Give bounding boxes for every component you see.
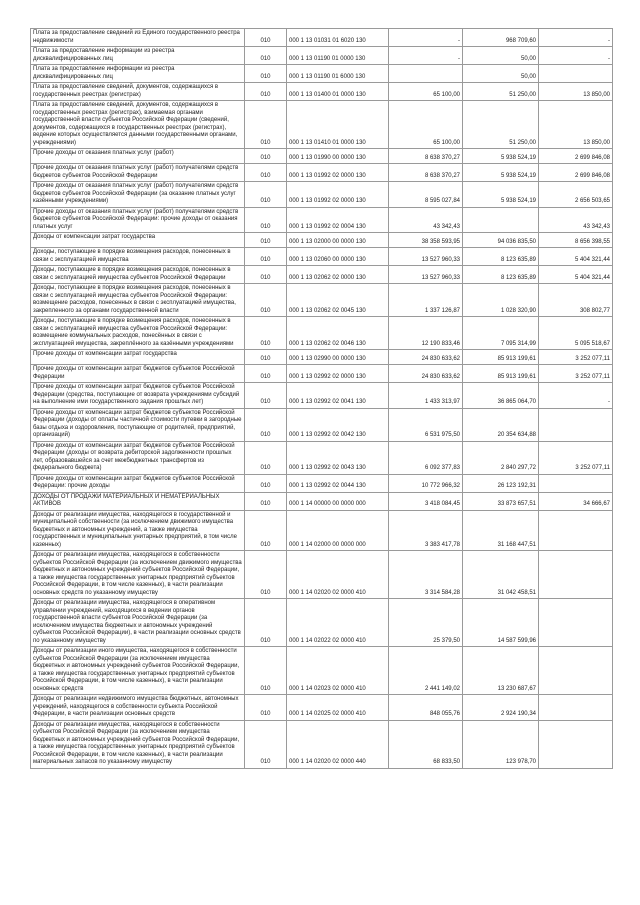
row-amount-3 (539, 695, 613, 721)
row-kbk-code: 000 1 13 02062 02 0045 130 (287, 284, 389, 317)
row-chapter-code: 010 (245, 266, 287, 284)
row-amount-1: 2 441 149,02 (389, 647, 463, 695)
row-name: Доходы от компенсации затрат государства (31, 233, 245, 248)
row-amount-2: 31 168 447,51 (463, 510, 539, 551)
row-chapter-code: 010 (245, 65, 287, 83)
row-chapter-code: 010 (245, 207, 287, 233)
row-amount-3: 3 252 077,11 (539, 350, 613, 365)
row-kbk-code: 000 1 13 01190 01 6000 130 (287, 65, 389, 83)
row-name: Доходы, поступающие в порядке возмещения расходов, понесенных в связи с эксплуатацией имущества субъектов Российской Федерации: возмещение коммунальных расходов, понесённых в связи с эксплуатацией имущества, закреплённого за казёнными учреждениями (31, 317, 245, 350)
row-amount-1: 65 100,00 (389, 83, 463, 101)
row-amount-1: 38 358 593,95 (389, 233, 463, 248)
row-amount-3 (539, 551, 613, 599)
row-amount-3: 5 095 518,67 (539, 317, 613, 350)
row-name: Прочие доходы от компенсации затрат бюджетов субъектов Российской Федерации (доходы от оплаты частичной стоимости путевки в загородные базы отдыха и оздоровления, поступающие от родителей, предприятий, организаций) (31, 408, 245, 441)
row-amount-3: - (539, 383, 613, 409)
row-amount-1: 8 638 370,27 (389, 164, 463, 182)
row-amount-3: 43 342,43 (539, 207, 613, 233)
row-amount-2: 7 095 314,99 (463, 317, 539, 350)
row-amount-1: 24 830 633,62 (389, 350, 463, 365)
row-kbk-code: 000 1 13 02992 02 0043 130 (287, 441, 389, 474)
table-row (31, 149, 613, 164)
row-amount-1: 12 190 833,46 (389, 317, 463, 350)
row-amount-1: 3 383 417,78 (389, 510, 463, 551)
row-amount-2: 5 938 524,19 (463, 149, 539, 164)
row-name: Доходы от реализации имущества, находящегося в оперативном управлении учреждений, находящихся в ведении органов государственной власти субъектов Российской Федерации (за исключением имущества бюджетных и автономных учреждений субъектов Российской Федерации), в части реализации основных средств по указанному имуществу (31, 599, 245, 647)
row-amount-1: 3 418 084,45 (389, 492, 463, 510)
row-chapter-code: 010 (245, 441, 287, 474)
row-name: Доходы от реализации иного имущества, находящегося в собственности субъектов Российской Федерации (за исключением имущества бюджетных и автономных учреждений субъектов Российской Федерации, а также имущества государственных унитарных предприятий субъектов Российской Федерации, в том числе казенных), в части реализации основных средств (31, 647, 245, 695)
row-amount-3 (539, 720, 613, 768)
row-name: Прочие доходы от оказания платных услуг (работ) получателями средств бюджетов субъектов Российской Федерации (за оказание платных услуг казёнными учреждениями) (31, 182, 245, 208)
row-chapter-code: 010 (245, 149, 287, 164)
row-kbk-code: 000 1 13 02992 02 0000 130 (287, 365, 389, 383)
row-amount-2: 51 250,00 (463, 101, 539, 149)
row-name: Прочие доходы от компенсации затрат бюджетов субъектов Российской Федерации (31, 365, 245, 383)
table-row (31, 492, 613, 510)
row-amount-1: 3 314 584,28 (389, 551, 463, 599)
row-amount-3: 2 699 846,08 (539, 149, 613, 164)
table-row (31, 317, 613, 350)
row-amount-1: 848 055,76 (389, 695, 463, 721)
row-amount-3: 34 666,67 (539, 492, 613, 510)
row-kbk-code: 000 1 13 01990 00 0000 130 (287, 149, 389, 164)
row-name: Плата за предоставление сведений, документов, содержащихся в государственных реестрах (регистрах) (31, 83, 245, 101)
row-amount-1: 25 379,50 (389, 599, 463, 647)
table-row (31, 29, 613, 47)
row-kbk-code: 000 1 13 01400 01 0000 130 (287, 83, 389, 101)
row-amount-3: 13 850,00 (539, 83, 613, 101)
table-row (31, 182, 613, 208)
row-amount-1: 8 638 370,27 (389, 149, 463, 164)
row-amount-2: 33 873 657,51 (463, 492, 539, 510)
row-chapter-code: 010 (245, 233, 287, 248)
row-chapter-code: 010 (245, 317, 287, 350)
row-kbk-code: 000 1 14 02020 02 0000 410 (287, 551, 389, 599)
row-amount-3: 5 404 321,44 (539, 266, 613, 284)
row-amount-2: 968 709,60 (463, 29, 539, 47)
table-row (31, 284, 613, 317)
row-chapter-code: 010 (245, 182, 287, 208)
row-amount-1: 65 100,00 (389, 101, 463, 149)
table-row (31, 365, 613, 383)
row-name: Плата за предоставление сведений, документов, содержащихся в государственных реестрах (регистрах), взимаемая органами государственной власти субъектов Российской Федерации (сведений, документов, содержащихся в государственных реестрах (регистрах), ведение которых осуществляется данными государственными органами, учреждениями) (31, 101, 245, 149)
row-kbk-code: 000 1 13 01992 02 0004 130 (287, 207, 389, 233)
row-amount-1: 43 342,43 (389, 207, 463, 233)
row-amount-2: 2 924 190,34 (463, 695, 539, 721)
row-amount-3: 3 252 077,11 (539, 365, 613, 383)
row-amount-2: 85 913 199,61 (463, 350, 539, 365)
row-chapter-code: 010 (245, 408, 287, 441)
row-amount-1: 24 830 633,62 (389, 365, 463, 383)
row-amount-1: - (389, 29, 463, 47)
row-amount-1: 6 531 975,50 (389, 408, 463, 441)
row-name: Доходы от реализации имущества, находящегося в государственной и муниципальной собственности (за исключением движимого имущества бюджетных и автономных учреждений, а также имущества государственных и муниципальных унитарных предприятий, в том числе казенных) (31, 510, 245, 551)
row-chapter-code: 010 (245, 599, 287, 647)
table-row (31, 647, 613, 695)
table-row (31, 720, 613, 768)
row-chapter-code: 010 (245, 365, 287, 383)
row-amount-1 (389, 65, 463, 83)
row-kbk-code: 000 1 13 01992 02 0000 130 (287, 182, 389, 208)
table-row (31, 248, 613, 266)
row-amount-1: 68 833,50 (389, 720, 463, 768)
row-amount-3 (539, 408, 613, 441)
row-amount-3 (539, 65, 613, 83)
row-kbk-code: 000 1 13 02000 00 0000 130 (287, 233, 389, 248)
row-amount-1: 13 527 960,33 (389, 266, 463, 284)
table-row (31, 164, 613, 182)
row-amount-2: 50,00 (463, 65, 539, 83)
row-amount-3: 308 802,77 (539, 284, 613, 317)
row-kbk-code: 000 1 14 02022 02 0000 410 (287, 599, 389, 647)
row-amount-3 (539, 510, 613, 551)
row-chapter-code: 010 (245, 350, 287, 365)
budget-revenue-table (30, 28, 613, 769)
row-kbk-code: 000 1 14 02020 02 0000 440 (287, 720, 389, 768)
row-name: Доходы, поступающие в порядке возмещения расходов, понесенных в связи с эксплуатацией имущества субъектов Российской Федерации (31, 266, 245, 284)
row-kbk-code: 000 1 14 02025 02 0000 410 (287, 695, 389, 721)
row-kbk-code: 000 1 13 01190 01 0000 130 (287, 47, 389, 65)
row-chapter-code: 010 (245, 164, 287, 182)
row-amount-2: 94 036 835,50 (463, 233, 539, 248)
table-row (31, 510, 613, 551)
row-amount-2: 85 913 199,61 (463, 365, 539, 383)
row-amount-2: 31 042 458,51 (463, 551, 539, 599)
table-row (31, 101, 613, 149)
row-chapter-code: 010 (245, 551, 287, 599)
row-name: Плата за предоставление информации из реестра дисквалифицированных лиц (31, 47, 245, 65)
row-name: Прочие доходы от оказания платных услуг (работ) получателями средств бюджетов субъектов Российской Федерации: прочие доходы от оказания платных услуг (31, 207, 245, 233)
row-name: Доходы, поступающие в порядке возмещения расходов, понесенных в связи с эксплуатацией имущества (31, 248, 245, 266)
table-row (31, 47, 613, 65)
row-amount-2: 123 978,70 (463, 720, 539, 768)
row-amount-3: 2 699 846,08 (539, 164, 613, 182)
row-kbk-code: 000 1 14 02023 02 0000 410 (287, 647, 389, 695)
row-amount-3: 8 656 398,55 (539, 233, 613, 248)
row-name: Прочие доходы от компенсации затрат государства (31, 350, 245, 365)
row-amount-3: - (539, 47, 613, 65)
table-row (31, 266, 613, 284)
row-amount-2: 1 028 320,90 (463, 284, 539, 317)
row-name: Прочие доходы от оказания платных услуг (работ) (31, 149, 245, 164)
row-kbk-code: 000 1 13 02062 02 0046 130 (287, 317, 389, 350)
table-row (31, 383, 613, 409)
row-chapter-code: 010 (245, 29, 287, 47)
row-chapter-code: 010 (245, 248, 287, 266)
row-amount-2: 8 123 635,89 (463, 266, 539, 284)
table-row (31, 233, 613, 248)
table-row (31, 695, 613, 721)
row-amount-1: 13 527 960,33 (389, 248, 463, 266)
row-amount-3 (539, 599, 613, 647)
table-row (31, 65, 613, 83)
row-kbk-code: 000 1 13 01031 01 6020 130 (287, 29, 389, 47)
row-amount-2: 5 938 524,19 (463, 182, 539, 208)
row-name: Прочие доходы от оказания платных услуг (работ) получателями средств бюджетов субъектов Российской Федерации (31, 164, 245, 182)
row-name: Прочие доходы от компенсации затрат бюджетов субъектов Российской Федерации (доходы от возврата дебиторской задолженности прошлых лет, образовавшейся за счет межбюджетных трансфертов из федерального бюджета) (31, 441, 245, 474)
report-table-body (31, 29, 613, 769)
row-name: Доходы от реализации имущества, находящегося в собственности субъектов Российской Федерации (за исключением имущества бюджетных и автономных учреждений субъектов Российской Федерации, а также имущества государственных унитарных предприятий субъектов Российской Федерации, в том числе казенных), в части реализации материальных запасов по указанному имуществу (31, 720, 245, 768)
row-amount-2: 26 123 192,31 (463, 474, 539, 492)
row-chapter-code: 010 (245, 101, 287, 149)
row-name: ДОХОДЫ ОТ ПРОДАЖИ МАТЕРИАЛЬНЫХ И НЕМАТЕРИАЛЬНЫХ АКТИВОВ (31, 492, 245, 510)
table-row (31, 408, 613, 441)
row-chapter-code: 010 (245, 720, 287, 768)
row-chapter-code: 010 (245, 47, 287, 65)
row-kbk-code: 000 1 13 02992 02 0044 130 (287, 474, 389, 492)
row-amount-2: 13 230 687,67 (463, 647, 539, 695)
table-row (31, 474, 613, 492)
row-name: Доходы от реализации недвижимого имущества бюджетных, автономных учреждений, находящегося в собственности субъекта Российской Федерации, в части реализации основных средств (31, 695, 245, 721)
table-row (31, 551, 613, 599)
row-name: Плата за предоставление сведений из Единого государственного реестра недвижимости (31, 29, 245, 47)
row-chapter-code: 010 (245, 492, 287, 510)
row-amount-1: 1 433 313,97 (389, 383, 463, 409)
table-row (31, 599, 613, 647)
row-name: Доходы, поступающие в порядке возмещения расходов, понесенных в связи с эксплуатацией имущества субъектов Российской Федерации: возмещение расходов, понесенных в связи с эксплуатацией имущества, закрепленного за органами государственной власти (31, 284, 245, 317)
row-name: Плата за предоставление информации из реестра дисквалифицированных лиц (31, 65, 245, 83)
row-amount-2: 50,00 (463, 47, 539, 65)
row-amount-1: - (389, 47, 463, 65)
row-name: Доходы от реализации имущества, находящегося в собственности субъектов Российской Федерации (за исключением движимого имущества бюджетных и автономных учреждений субъектов Российской Федерации, а также имущества государственных унитарных предприятий субъектов Российской Федерации, в том числе казенных), в части реализации основных средств по указанному имуществу (31, 551, 245, 599)
table-row (31, 350, 613, 365)
row-kbk-code: 000 1 13 02060 00 0000 130 (287, 248, 389, 266)
row-amount-1: 10 772 966,32 (389, 474, 463, 492)
row-amount-2: 20 354 634,88 (463, 408, 539, 441)
row-name: Прочие доходы от компенсации затрат бюджетов субъектов Российской Федерации (средства, поступающие от возврата учреждениями субсидий на выполнение ими государственного задания прошлых лет) (31, 383, 245, 409)
row-amount-3: 13 850,00 (539, 101, 613, 149)
table-row (31, 83, 613, 101)
row-amount-3: - (539, 29, 613, 47)
row-amount-1: 8 595 027,84 (389, 182, 463, 208)
row-name: Прочие доходы от компенсации затрат бюджетов субъектов Российской Федерации: прочие доходы (31, 474, 245, 492)
row-kbk-code: 000 1 13 02990 00 0000 130 (287, 350, 389, 365)
row-amount-2: 5 938 524,19 (463, 164, 539, 182)
row-chapter-code: 010 (245, 383, 287, 409)
row-kbk-code: 000 1 13 01410 01 0000 130 (287, 101, 389, 149)
row-amount-1: 1 337 126,87 (389, 284, 463, 317)
row-kbk-code: 000 1 14 00000 00 0000 000 (287, 492, 389, 510)
row-kbk-code: 000 1 13 01992 02 0000 130 (287, 164, 389, 182)
row-amount-1: 6 092 377,83 (389, 441, 463, 474)
row-amount-3 (539, 474, 613, 492)
row-chapter-code: 010 (245, 284, 287, 317)
row-amount-2: 14 587 599,96 (463, 599, 539, 647)
row-kbk-code: 000 1 13 02992 02 0041 130 (287, 383, 389, 409)
row-chapter-code: 010 (245, 647, 287, 695)
table-row (31, 207, 613, 233)
row-amount-2: 8 123 635,89 (463, 248, 539, 266)
row-kbk-code: 000 1 13 02062 02 0000 130 (287, 266, 389, 284)
row-amount-3 (539, 647, 613, 695)
row-amount-2: 36 865 064,70 (463, 383, 539, 409)
row-chapter-code: 010 (245, 474, 287, 492)
row-chapter-code: 010 (245, 695, 287, 721)
row-chapter-code: 010 (245, 83, 287, 101)
row-amount-3: 5 404 321,44 (539, 248, 613, 266)
row-amount-2: 51 250,00 (463, 83, 539, 101)
table-row (31, 441, 613, 474)
row-kbk-code: 000 1 13 02992 02 0042 130 (287, 408, 389, 441)
row-amount-2: 2 840 297,72 (463, 441, 539, 474)
row-kbk-code: 000 1 14 02000 00 0000 000 (287, 510, 389, 551)
row-chapter-code: 010 (245, 510, 287, 551)
row-amount-2 (463, 207, 539, 233)
row-amount-3: 3 252 077,11 (539, 441, 613, 474)
row-amount-3: 2 656 503,65 (539, 182, 613, 208)
